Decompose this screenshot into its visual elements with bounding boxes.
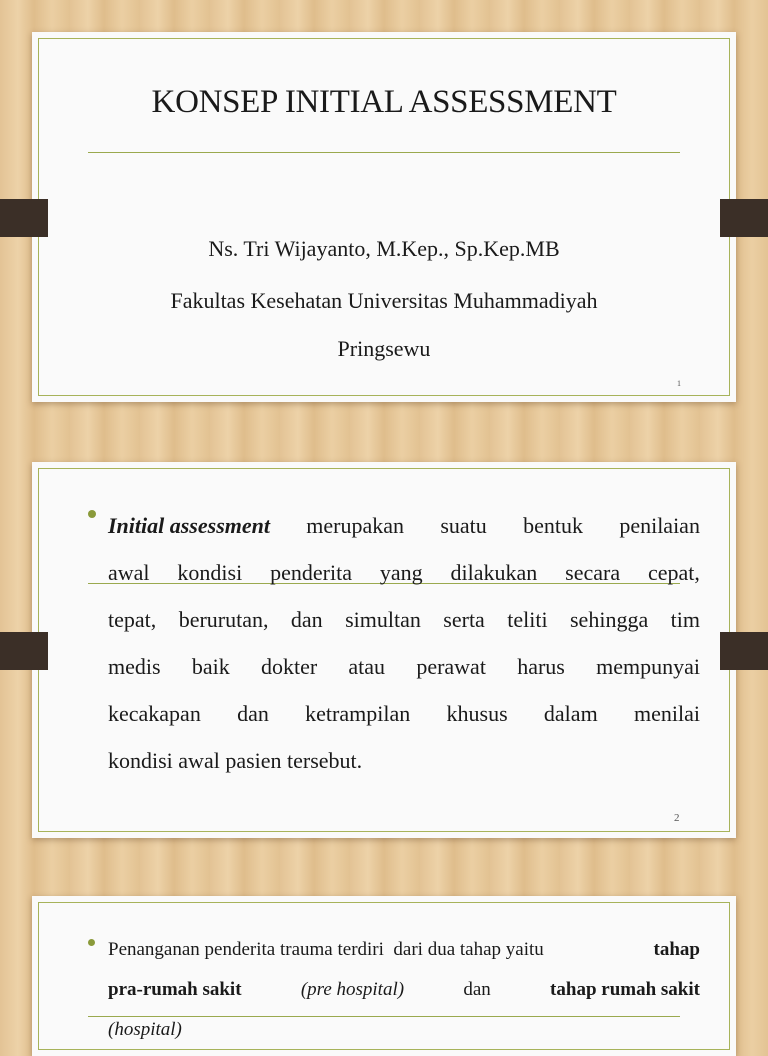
word: yang xyxy=(379,560,423,585)
word: dan xyxy=(237,701,269,726)
word: tim xyxy=(670,607,700,632)
word: khusus xyxy=(446,701,508,726)
slide-3 xyxy=(32,896,736,1056)
word: atau xyxy=(348,654,386,679)
slide-1-left-tab xyxy=(0,199,48,237)
word: awal xyxy=(108,560,150,585)
title-divider xyxy=(88,152,680,153)
paragraph-line-1 xyxy=(108,502,700,549)
slide-2 xyxy=(32,462,736,838)
word: dokter xyxy=(260,654,318,679)
word: harus xyxy=(517,654,565,679)
word: menilai xyxy=(633,701,700,726)
page-number: 2 xyxy=(674,812,680,824)
word: secara xyxy=(565,560,621,585)
paragraph-line-5 xyxy=(108,690,700,737)
paragraph-line-6: kondisi awal pasien tersebut. xyxy=(108,748,363,773)
affiliation-line-2: Pringsewu xyxy=(337,336,431,361)
word: kondisi xyxy=(177,560,243,585)
word: merupakan xyxy=(306,513,405,538)
bold-term: tahap rumah sakit xyxy=(550,979,700,1000)
slide-2-left-tab xyxy=(0,632,48,670)
paragraph-line-2 xyxy=(108,549,700,596)
bullet-paragraph xyxy=(108,502,700,784)
text-segment: Penanganan penderita trauma terdiri dari dua tahap yaitu xyxy=(108,939,544,960)
word: kecakapan xyxy=(108,701,201,726)
word: perawat xyxy=(416,654,486,679)
affiliation-line-1: Fakultas Kesehatan Universitas Muhammadiyah xyxy=(170,288,598,313)
word: mempunyai xyxy=(596,654,700,679)
slide-1 xyxy=(32,32,736,402)
paragraph-line-3 xyxy=(108,596,700,643)
slide-title: KONSEP INITIAL ASSESSMENT xyxy=(151,84,617,120)
text-segment: dan xyxy=(463,979,491,1000)
word: dilakukan xyxy=(450,560,538,585)
bullet-icon xyxy=(88,510,96,518)
slide-2-right-tab xyxy=(720,632,768,670)
bullet-paragraph xyxy=(108,930,700,1050)
page-number: 1 xyxy=(677,379,681,388)
bold-term: tahap xyxy=(653,939,700,960)
word: penderita xyxy=(270,560,352,585)
italic-term: (hospital) xyxy=(108,1019,182,1040)
term-initial-assessment: Initial assessment xyxy=(108,513,270,538)
author-name: Ns. Tri Wijayanto, M.Kep., Sp.Kep.MB xyxy=(208,236,560,261)
word: ketrampilan xyxy=(305,701,411,726)
paragraph-line-3 xyxy=(108,1010,700,1050)
word: simultan xyxy=(345,607,421,632)
word: teliti xyxy=(507,607,548,632)
bullet-icon xyxy=(88,939,95,946)
italic-term: (pre hospital) xyxy=(300,979,405,1000)
word: penilaian xyxy=(619,513,700,538)
word: baik xyxy=(191,654,230,679)
word: suatu xyxy=(440,513,487,538)
paragraph-line-2 xyxy=(108,970,700,1010)
word: berurutan, xyxy=(178,607,269,632)
word: serta xyxy=(443,607,485,632)
word: dan xyxy=(290,607,323,632)
word: tepat, xyxy=(108,607,157,632)
paragraph-line-4 xyxy=(108,643,700,690)
word: cepat, xyxy=(648,560,700,585)
word: dalam xyxy=(543,701,598,726)
word: medis xyxy=(108,654,161,679)
slide-1-right-tab xyxy=(720,199,768,237)
word: sehingga xyxy=(570,607,649,632)
word: bentuk xyxy=(523,513,583,538)
paragraph-line-1 xyxy=(108,930,700,970)
bold-term: pra-rumah sakit xyxy=(108,979,242,1000)
